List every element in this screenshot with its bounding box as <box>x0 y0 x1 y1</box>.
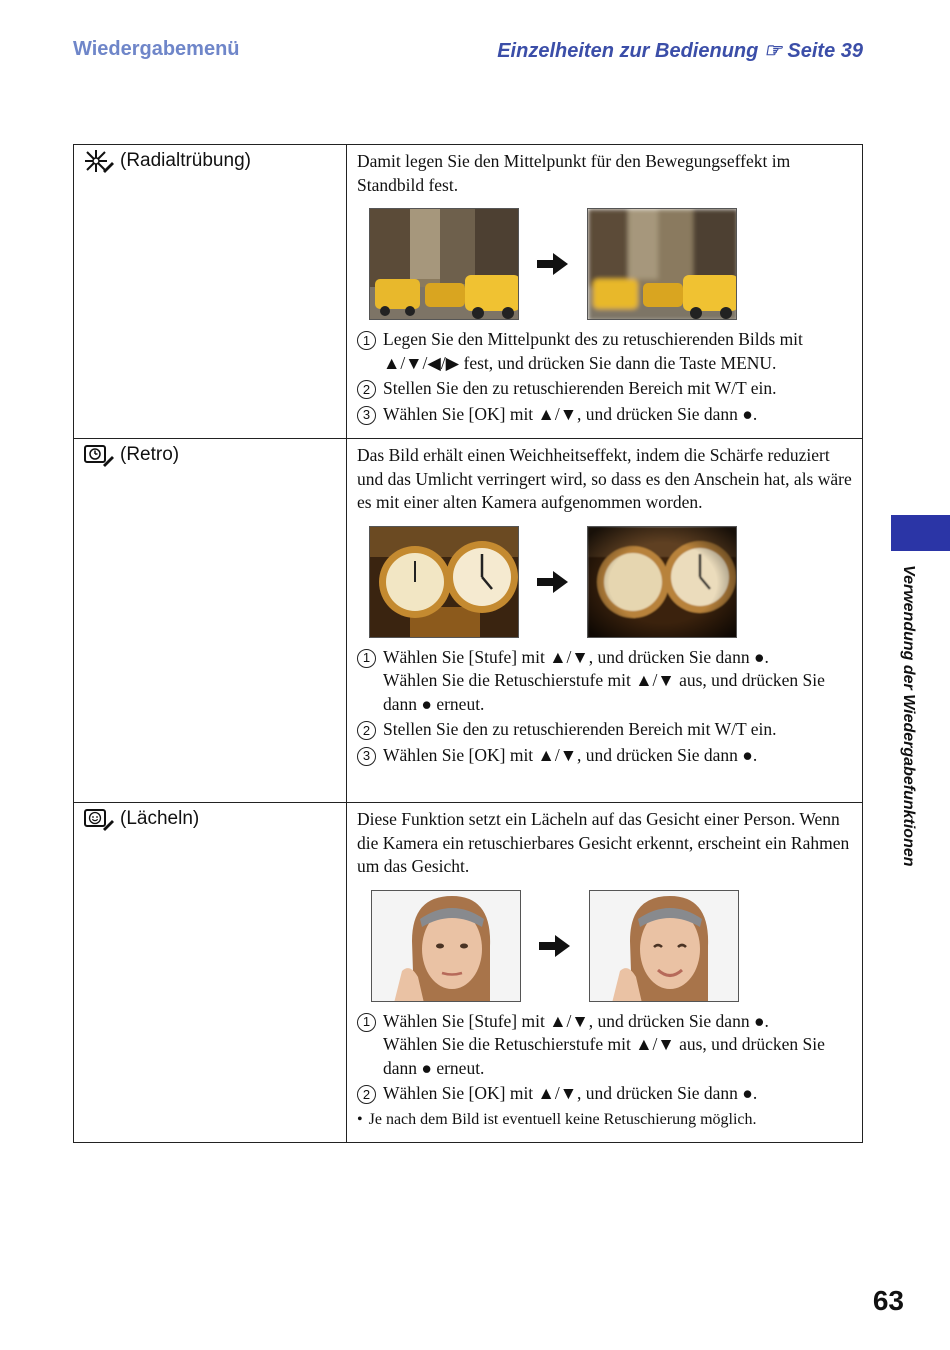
feature-table <box>73 144 863 1143</box>
step-item <box>357 718 852 742</box>
step-item <box>357 403 852 427</box>
step-text: dann ● erneut. <box>383 693 485 714</box>
step-number: 3 <box>357 747 376 766</box>
step-item <box>357 328 852 375</box>
step-text: Wählen Sie [Stufe] mit ▲/▼, und drücken Sie dann ●. <box>383 646 769 667</box>
step-number: 2 <box>357 380 376 399</box>
step-number: 1 <box>357 1013 376 1032</box>
example-images <box>369 526 852 638</box>
after-photo-taxi-radial-blur <box>587 208 737 320</box>
step-text: Wählen Sie die Retuschierstufe mit ▲/▼ aus, und drücken Sie <box>383 670 825 690</box>
step-item <box>357 744 852 768</box>
table-row <box>74 439 863 803</box>
feature-label-cell <box>74 439 347 803</box>
retro-icon <box>84 443 114 467</box>
step-text: Wählen Sie die Retuschierstufe mit ▲/▼ aus, und drücken Sie <box>383 1034 825 1054</box>
feature-description: Das Bild erhält einen Weichheitseffekt, indem die Schärfe reduziert und das Umlicht verringert wird, so dass es den Anschein hat, als wäre es mit einer alten Kamera aufgenommen worden. <box>357 445 852 512</box>
step-item <box>357 646 852 717</box>
step-text: ▲/▼/◀/▶ fest, und drücken Sie dann die Taste MENU. <box>383 352 777 373</box>
example-images <box>371 890 852 1002</box>
page-reference: Einzelheiten zur Bedienung ☞ Seite 39 <box>497 40 863 62</box>
feature-description-cell <box>347 145 863 439</box>
arrow-right-icon <box>521 934 589 958</box>
side-tab-marker <box>891 515 950 551</box>
step-item <box>357 377 852 401</box>
bullet-icon: • <box>357 1110 363 1128</box>
step-item <box>357 1082 852 1106</box>
arrow-right-icon <box>519 252 587 276</box>
step-text: Stellen Sie den zu retuschierenden Bereich mit W/T ein. <box>383 719 777 739</box>
step-number: 2 <box>357 1085 376 1104</box>
feature-description: Diese Funktion setzt ein Lächeln auf das Gesicht einer Person. Wenn die Kamera ein retuschierbares Gesicht erkennt, erscheint ein Rahmen um das Gesicht. <box>357 809 850 876</box>
feature-label: (Lächeln) <box>120 808 200 829</box>
step-text: Wählen Sie [OK] mit ▲/▼, und drücken Sie dann ●. <box>383 403 758 424</box>
note <box>357 1108 852 1132</box>
step-text: Wählen Sie [Stufe] mit ▲/▼, und drücken Sie dann ●. <box>383 1010 769 1031</box>
radial-blur-icon <box>84 149 114 173</box>
table-row <box>74 803 863 1143</box>
side-section-label: Verwendung der Wiedergabefunktionen <box>900 565 917 867</box>
section-title: Wiedergabemenü <box>73 38 240 60</box>
step-number: 3 <box>357 406 376 425</box>
step-number: 2 <box>357 721 376 740</box>
note-text: Je nach dem Bild ist eventuell keine Retuschierung möglich. <box>368 1110 757 1128</box>
example-images <box>369 208 852 320</box>
step-number: 1 <box>357 331 376 350</box>
feature-description: Damit legen Sie den Mittelpunkt für den Bewegungseffekt im Standbild fest. <box>357 151 791 195</box>
step-text: Legen Sie den Mittelpunkt des zu retuschierenden Bilds mit <box>383 329 803 349</box>
step-text: Wählen Sie [OK] mit ▲/▼, und drücken Sie dann ●. <box>383 744 758 765</box>
feature-label: (Radialtrübung) <box>120 150 251 171</box>
after-photo-face-smile <box>589 890 739 1002</box>
arrow-right-icon <box>519 570 587 594</box>
before-photo-taxi <box>369 208 519 320</box>
step-text: Wählen Sie [OK] mit ▲/▼, und drücken Sie dann ●. <box>383 1083 758 1103</box>
before-photo-face <box>371 890 521 1002</box>
step-text: dann ● erneut. <box>383 1057 485 1078</box>
step-item <box>357 1010 852 1081</box>
feature-description-cell <box>347 439 863 803</box>
step-text: Stellen Sie den zu retuschierenden Bereich mit W/T ein. <box>383 378 777 398</box>
after-photo-clock-retro <box>587 526 737 638</box>
feature-label-cell <box>74 145 347 439</box>
feature-label-cell <box>74 803 347 1143</box>
page-number: 63 <box>872 1285 904 1316</box>
step-number: 1 <box>357 649 376 668</box>
before-photo-clock <box>369 526 519 638</box>
table-row <box>74 145 863 439</box>
feature-label: (Retro) <box>120 444 180 465</box>
feature-description-cell <box>347 803 863 1143</box>
smile-icon <box>84 807 114 831</box>
